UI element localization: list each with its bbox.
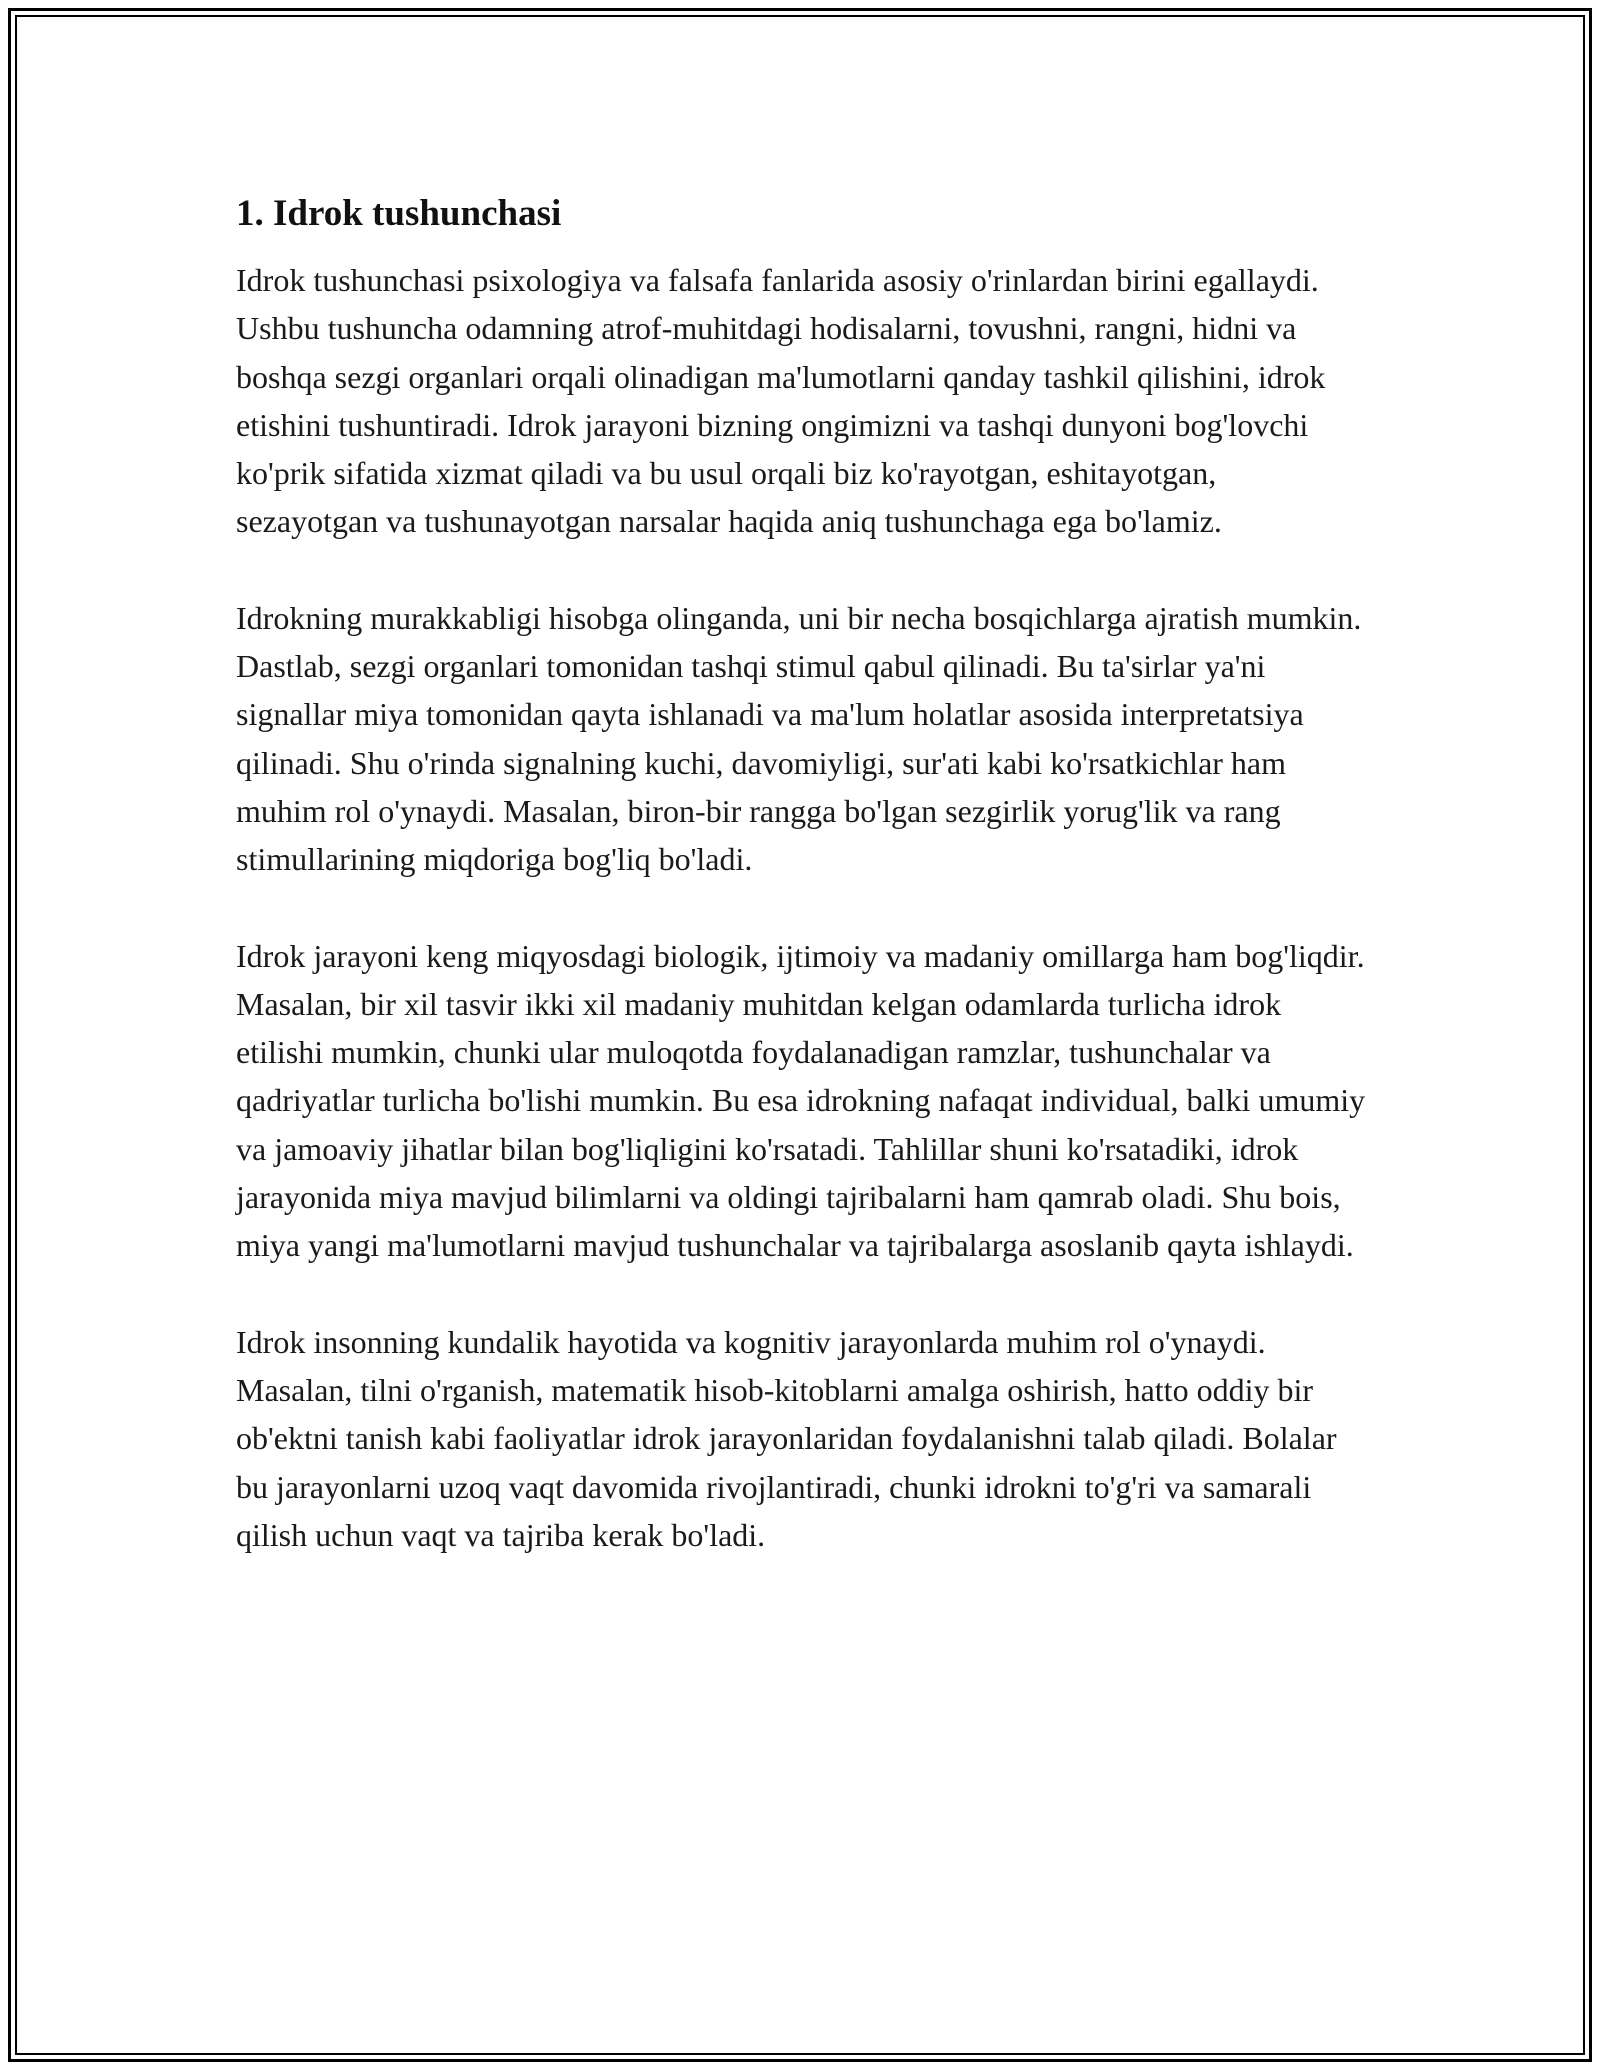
paragraph-2: Idrokning murakkabligi hisobga olinganda, uni bir necha bosqichlarga ajratish mumkin. Dastlab, sezgi organlari tomonidan tashqi stimul qabul qilinadi. Bu ta'sirlar ya'ni signallar miya tomonidan qayta ishlanadi va ma'lum holatlar asosida interpretatsiya qilinadi. Shu o'rinda signalning kuchi, davomiyligi, sur'ati kabi ko'rsatkichlar ham muhim rol o'ynaydi. Masalan, biron-bir rangga bo'lgan sezgirlik yorug'lik va rang stimullarining miqdoriga bog'liq bo'ladi.: [236, 599, 1362, 878]
paragraph-3: Idrok jarayoni keng miqyosdagi biologik, ijtimoiy va madaniy omillarga ham bog'liqdir. Masalan, bir xil tasvir ikki xil madaniy muhitdan kelgan odamlarda turlicha idrok etilishi mumkin, chunki ular muloqotda foydalanadigan ramzlar, tushunchalar va qadriyatlar turlicha bo'lishi mumkin. Bu esa idrokning nafaqat individual, balki umumiy va jamoaviy jihatlar bilan bog'liqligini ko'rsatadi. Tahlillar shuni ko'rsatadiki, idrok jarayonida miya mavjud bilimlarni va oldingi tajribalarni ham qamrab oladi. Shu bois, miya yangi ma'lumotlarni mavjud tushunchalar va tajribalarga asoslanib qayta ishlaydi.: [236, 937, 1366, 1264]
paragraph-1: Idrok tushunchasi psixologiya va falsafa fanlarida asosiy o'rinlardan birini egallaydi. Ushbu tushuncha odamning atrof-muhitdagi hodisalarni, tovushni, rangni, hidni va boshqa sezgi organlari orqali olinadigan ma'lumotlarni qanday tashkil qilishini, idrok etishini tushuntiradi. Idrok jarayoni bizning ongimizni va tashqi dunyoni bog'lovchi ko'prik sifatida xizmat qiladi va bu usul orqali biz ko'rayotgan, eshitayotgan, sezayotgan va tushunayotgan narsalar haqida aniq tushunchaga ega bo'lamiz.: [236, 262, 1326, 540]
paragraph-4: Idrok insonning kundalik hayotida va kognitiv jarayonlarda muhim rol o'ynaydi. Masalan, tilni o'rganish, matematik hisob-kitoblarni amalga oshirish, hatto oddiy bir ob'ektni tanish kabi faoliyatlar idrok jarayonlaridan foydalanishni talab qiladi. Bolalar bu jarayonlarni uzoq vaqt davomida rivojlantiradi, chunki idrokni to'g'ri va samarali qilish uchun vaqt va tajriba kerak bo'ladi.: [236, 1323, 1337, 1553]
document-body: [236, 186, 1366, 1607]
section-title: 1. Idrok tushunchasi: [236, 193, 562, 234]
